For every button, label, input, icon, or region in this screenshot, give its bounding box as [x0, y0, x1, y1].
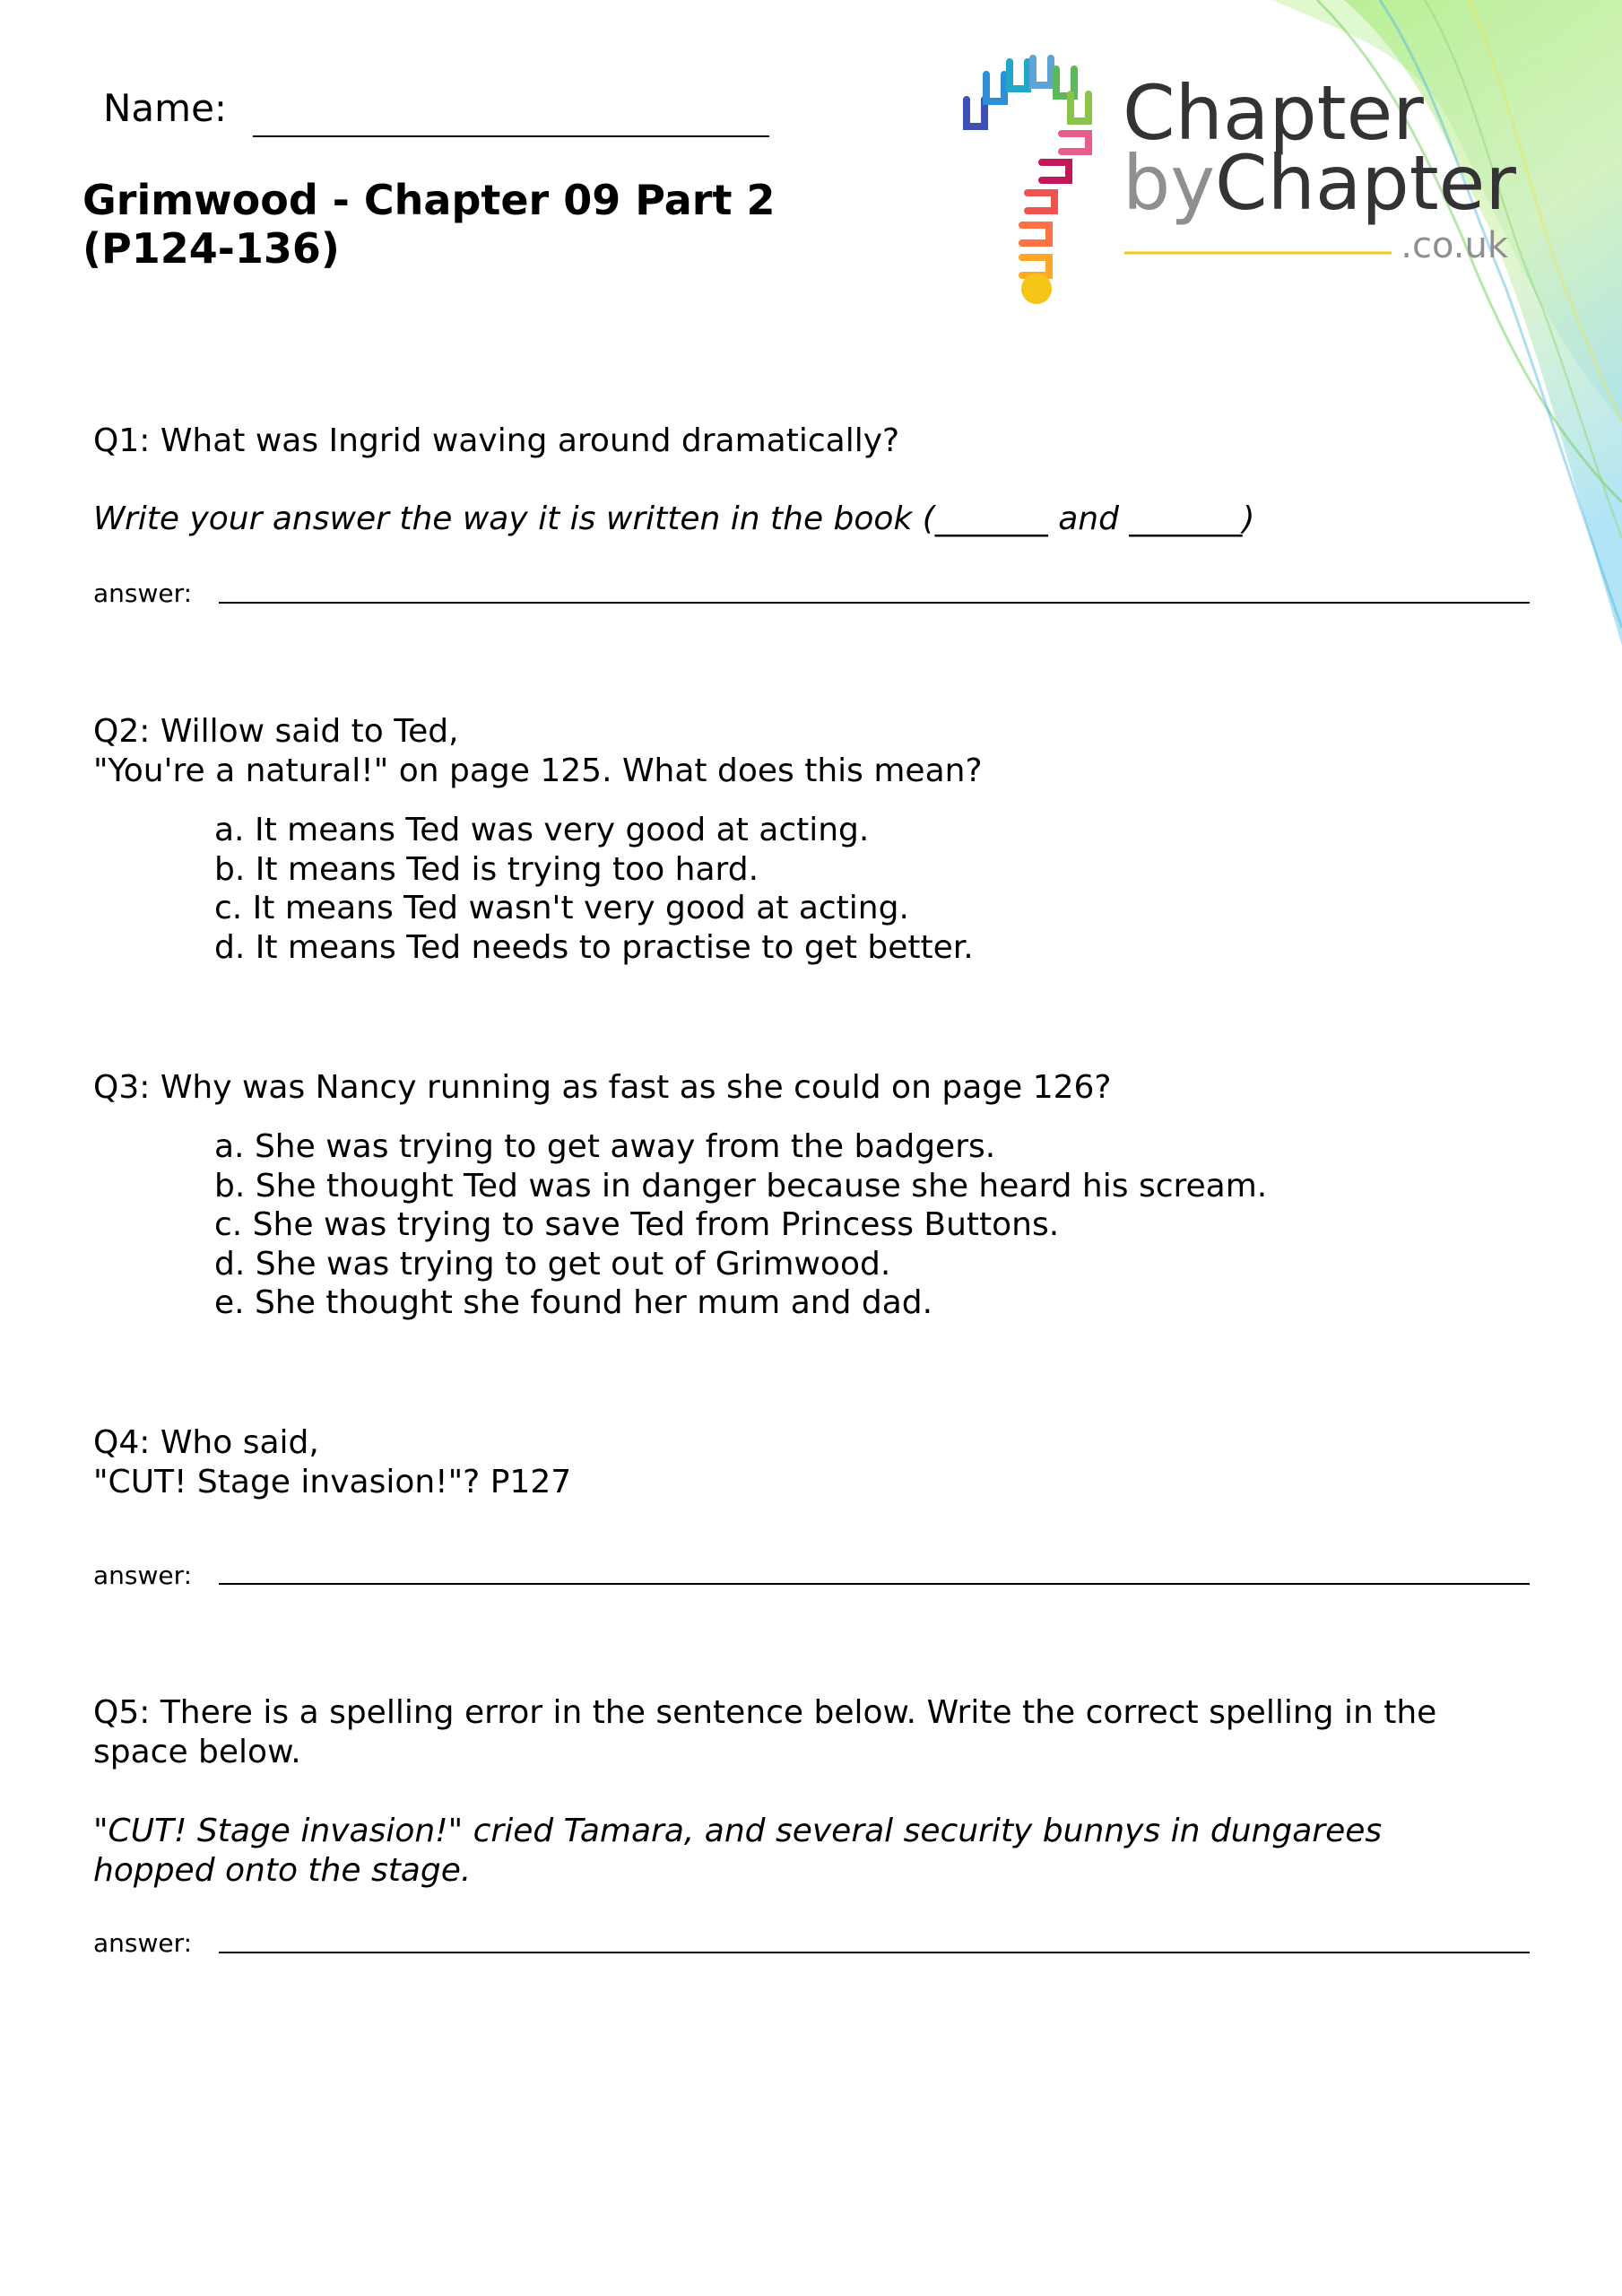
logo-word-by: by — [1123, 139, 1216, 227]
q3-option-c[interactable]: c. She was trying to save Ted from Princess Buttons. — [214, 1206, 1060, 1243]
q5-sentence-line-1: "CUT! Stage invasion!" cried Tamara, and several security bunnys in dungarees — [93, 1813, 1383, 1849]
q3-option-a[interactable]: a. She was trying to get away from the badgers. — [214, 1128, 996, 1165]
q2-option-c[interactable]: c. It means Ted wasn't very good at acting. — [214, 890, 909, 926]
q3-option-e[interactable]: e. She thought she found her mum and dad. — [214, 1284, 933, 1321]
q5-question — [93, 1693, 1546, 1772]
q1-answer-label: answer: — [93, 578, 193, 608]
q2-option-b[interactable]: b. It means Ted is trying too hard. — [214, 850, 759, 888]
q5-sentence-line-2: hopped onto the stage. — [93, 1852, 472, 1889]
q5-answer-label: answer: — [93, 1928, 193, 1958]
name-label: Name: — [103, 86, 228, 130]
q4-line-1: Q4: Who said, — [93, 1424, 319, 1461]
q4-answer-line[interactable] — [219, 1583, 1530, 1585]
q5-answer-line[interactable] — [219, 1952, 1530, 1953]
q5-line-1: Q5: There is a spelling error in the sentence below. Write the correct spelling in the — [93, 1694, 1437, 1731]
q2-line-2: "You're a natural!" on page 125. What does this mean? — [93, 752, 983, 789]
title-line-2: (P124-136) — [82, 224, 340, 273]
q5-sentence — [93, 1812, 1546, 1891]
logo-word-by-chapter — [1123, 139, 1516, 227]
q2-option-a[interactable]: a. It means Ted was very good at acting. — [214, 812, 870, 848]
chapter-by-chapter-logo — [959, 49, 1533, 318]
q4-answer-label: answer: — [93, 1561, 193, 1590]
q1-instruction: Write your answer the way it is written in the book (_______ and _______) — [93, 500, 1255, 537]
q3-options — [214, 1127, 1267, 1323]
q2-line-1: Q2: Willow said to Ted, — [93, 713, 459, 750]
q3-option-b[interactable]: b. She thought Ted was in danger because she heard his scream. — [214, 1167, 1268, 1205]
q4-question — [93, 1423, 1546, 1502]
q4-line-2: "CUT! Stage invasion!"? P127 — [93, 1464, 572, 1500]
q1-answer-line[interactable] — [219, 602, 1530, 604]
q3-question: Q3: Why was Nancy running as fast as she could on page 126? — [93, 1069, 1112, 1106]
logo-word-chapter: Chapter — [1123, 69, 1424, 157]
q5-line-2: space below. — [93, 1734, 301, 1770]
q3-option-d[interactable]: d. She was trying to get out of Grimwood. — [214, 1245, 891, 1283]
name-field-line[interactable] — [253, 135, 769, 137]
q2-options — [214, 811, 974, 967]
q2-option-d[interactable]: d. It means Ted needs to practise to get better. — [214, 928, 974, 966]
logo-domain: .co.uk — [1401, 225, 1508, 266]
title-line-1: Grimwood - Chapter 09 Part 2 — [82, 176, 776, 224]
q2-question — [93, 712, 1546, 791]
book-question-mark-icon — [967, 58, 1089, 275]
logo-word-chapter-2: Chapter — [1215, 139, 1516, 227]
q1-question: Q1: What was Ingrid waving around dramatically? — [93, 422, 900, 459]
page-title — [82, 176, 889, 273]
